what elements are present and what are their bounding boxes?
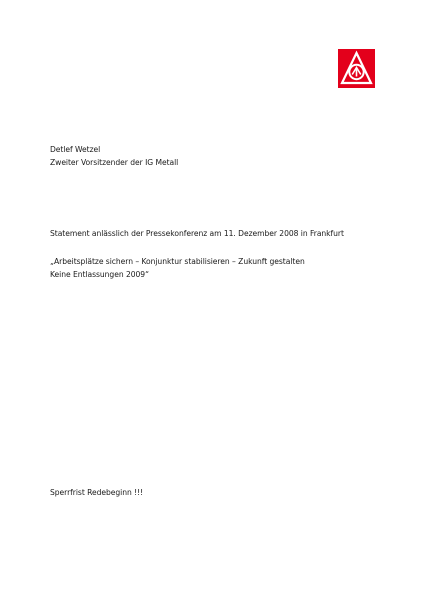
embargo-notice: Sperrfrist Redebeginn !!! <box>50 488 144 497</box>
statement-title-line-1: „Arbeitsplätze sichern – Konjunktur stabilisieren – Zukunft gestalten <box>50 257 305 266</box>
statement-title-line-2: Keine Entlassungen 2009“ <box>50 270 149 279</box>
statement-intro: Statement anlässlich der Pressekonferenz am 11. Dezember 2008 in Frankfurt <box>50 229 344 238</box>
ig-metall-logo-icon <box>338 49 375 88</box>
speaker-role: Zweiter Vorsitzender der IG Metall <box>50 158 179 167</box>
speaker-name: Detlef Wetzel <box>50 145 101 154</box>
